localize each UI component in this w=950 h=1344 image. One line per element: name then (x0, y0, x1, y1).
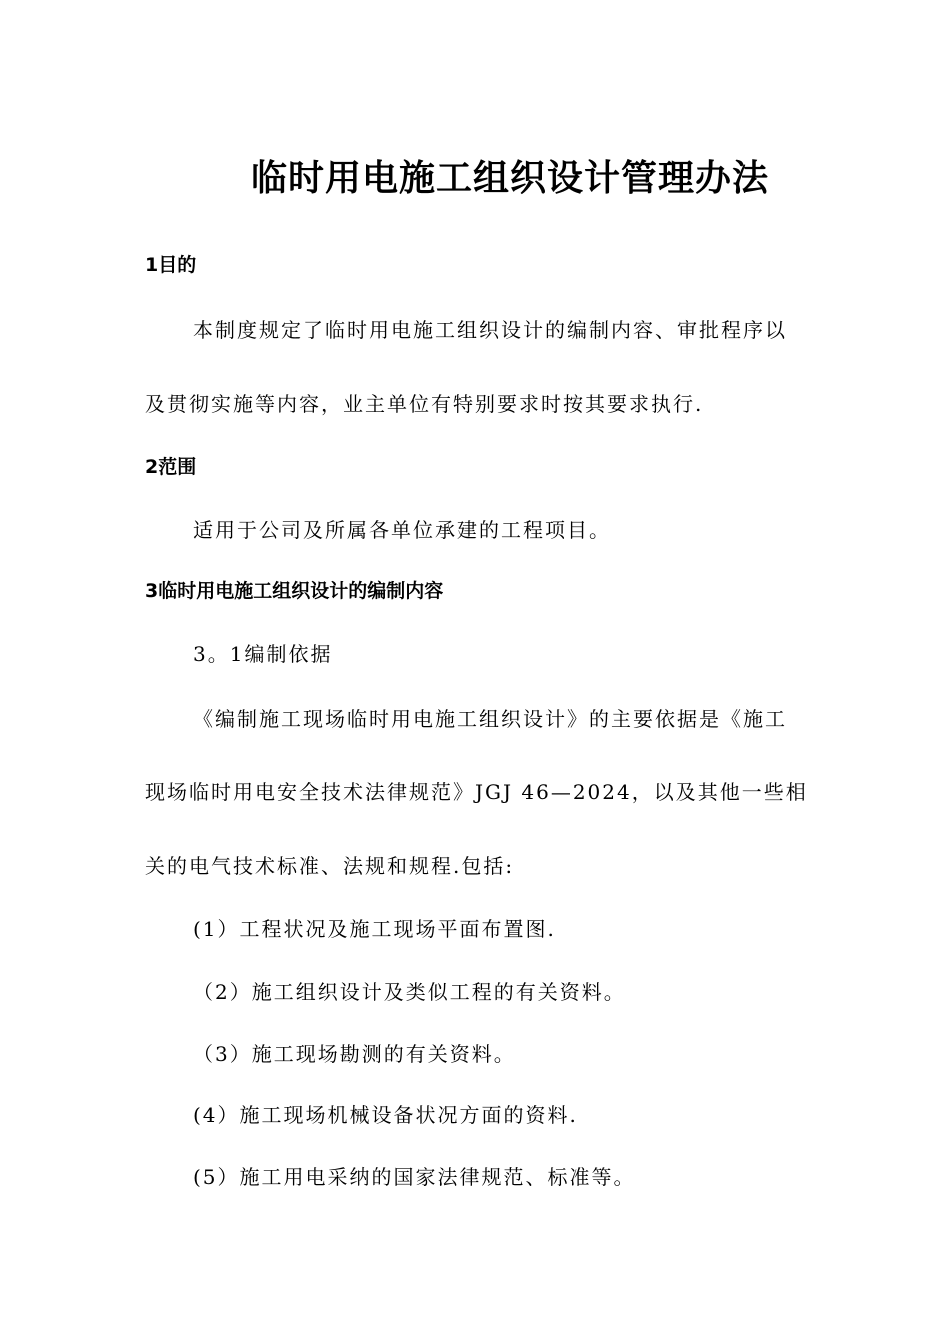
section-heading-purpose: 1目的 (145, 254, 197, 276)
paragraph-line: 本制度规定了临时用电施工组织设计的编制内容、审批程序以 (193, 318, 787, 342)
list-item: （2）施工组织设计及类似工程的有关资料。 (193, 980, 626, 1004)
paragraph-line: 适用于公司及所属各单位承建的工程项目。 (193, 518, 611, 542)
subsection-heading: 3。1编制依据 (193, 642, 333, 666)
list-item: （3）施工现场勘测的有关资料。 (193, 1042, 516, 1066)
section-heading-scope: 2范围 (145, 456, 197, 478)
document-title: 临时用电施工组织设计管理办法 (250, 158, 769, 199)
paragraph-line: 关的电气技术标准、法规和规程.包括: (145, 854, 515, 878)
paragraph-line: 及贯彻实施等内容，业主单位有特别要求时按其要求执行. (145, 392, 704, 416)
paragraph-line: 《编制施工现场临时用电施工组织设计》的主要依据是《施工 (193, 707, 787, 731)
paragraph-line: 现场临时用电安全技术法律规范》JGJ 46—2024，以及其他一些相 (145, 780, 808, 804)
list-item: (5）施工用电采纳的国家法律规范、标准等。 (193, 1165, 636, 1189)
list-item: (4）施工现场机械设备状况方面的资料. (193, 1103, 578, 1127)
section-heading-content: 3临时用电施工组织设计的编制内容 (145, 580, 444, 602)
list-item: (1）工程状况及施工现场平面布置图. (193, 917, 556, 941)
